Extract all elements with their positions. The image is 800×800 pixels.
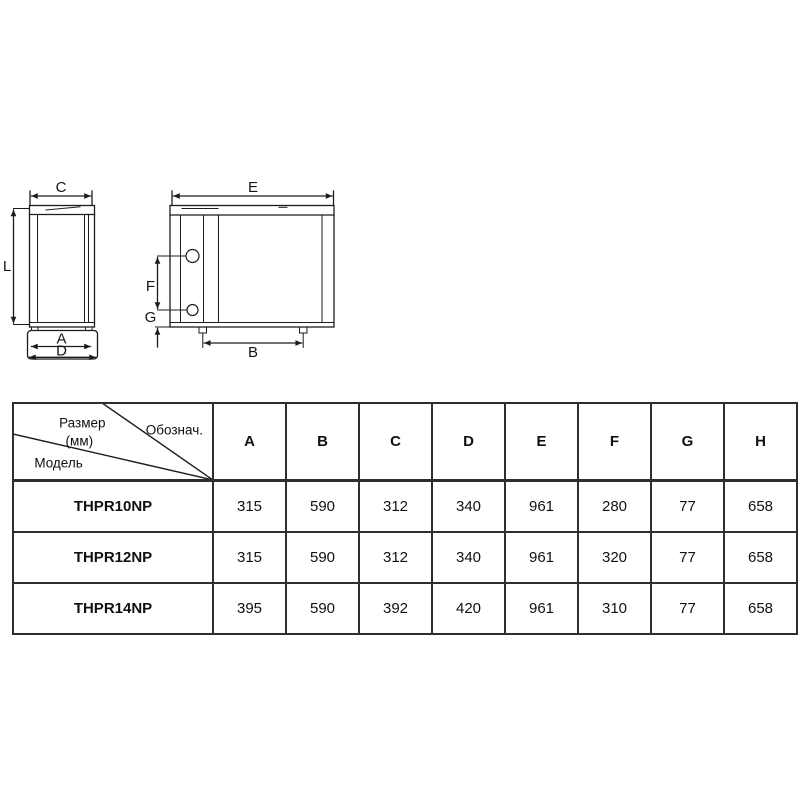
table-corner-cell <box>13 403 213 481</box>
corner-designation-caption: Обознач. <box>145 422 203 438</box>
dim-value: 590 <box>286 583 359 634</box>
column-header-a: A <box>213 403 286 481</box>
corner-size-caption: Размер <box>59 415 106 430</box>
front-view-body <box>170 206 334 328</box>
table-row-thpr14np <box>13 583 797 634</box>
dim-value: 961 <box>505 583 578 634</box>
dim-value: 395 <box>213 583 286 634</box>
dim-value: 77 <box>651 583 724 634</box>
front-view-foot-right <box>300 327 308 333</box>
dim-label-c: C <box>55 179 67 196</box>
table-row-thpr10np <box>13 481 797 533</box>
dim-value: 658 <box>724 532 797 583</box>
dim-value: 315 <box>213 532 286 583</box>
dim-value: 590 <box>286 532 359 583</box>
column-header-g: G <box>651 403 724 481</box>
corner-size-unit: (мм) <box>65 433 94 448</box>
column-header-h: H <box>724 403 797 481</box>
model-name: THPR14NP <box>13 583 213 634</box>
dim-value: 310 <box>578 583 651 634</box>
dim-value: 658 <box>724 481 797 533</box>
model-name: THPR12NP <box>13 532 213 583</box>
dim-value: 280 <box>578 481 651 533</box>
dim-label-a: A <box>56 330 67 348</box>
column-header-e: E <box>505 403 578 481</box>
dim-value: 658 <box>724 583 797 634</box>
dim-value: 315 <box>213 481 286 533</box>
dim-label-g: G <box>144 309 157 326</box>
column-header-b: B <box>286 403 359 481</box>
dim-label-b: B <box>247 344 259 361</box>
table-row-thpr12np <box>13 532 797 583</box>
table-header-row <box>13 403 797 481</box>
dim-value: 340 <box>432 532 505 583</box>
dim-value: 961 <box>505 481 578 533</box>
dim-value: 392 <box>359 583 432 634</box>
dim-value: 590 <box>286 481 359 533</box>
dim-value: 312 <box>359 532 432 583</box>
dimensional-drawing <box>0 0 360 380</box>
corner-model-caption: Модель <box>34 455 83 471</box>
dim-label-d: D <box>56 342 67 360</box>
dim-value: 77 <box>651 532 724 583</box>
dim-value: 340 <box>432 481 505 533</box>
side-view-drawing <box>3 179 98 360</box>
column-header-d: D <box>432 403 505 481</box>
dim-value: 312 <box>359 481 432 533</box>
column-header-c: C <box>359 403 432 481</box>
dim-value: 420 <box>432 583 505 634</box>
dim-label-e: E <box>247 179 259 196</box>
model-name: THPR10NP <box>13 481 213 533</box>
dim-label-f: F <box>145 278 156 295</box>
dim-value: 961 <box>505 532 578 583</box>
dim-label-l: L <box>2 258 12 275</box>
dimensions-table <box>12 402 798 635</box>
dim-value: 320 <box>578 532 651 583</box>
front-view-drawing <box>145 179 334 361</box>
front-view-foot-left <box>199 327 207 333</box>
column-header-f: F <box>578 403 651 481</box>
dim-value: 77 <box>651 481 724 533</box>
